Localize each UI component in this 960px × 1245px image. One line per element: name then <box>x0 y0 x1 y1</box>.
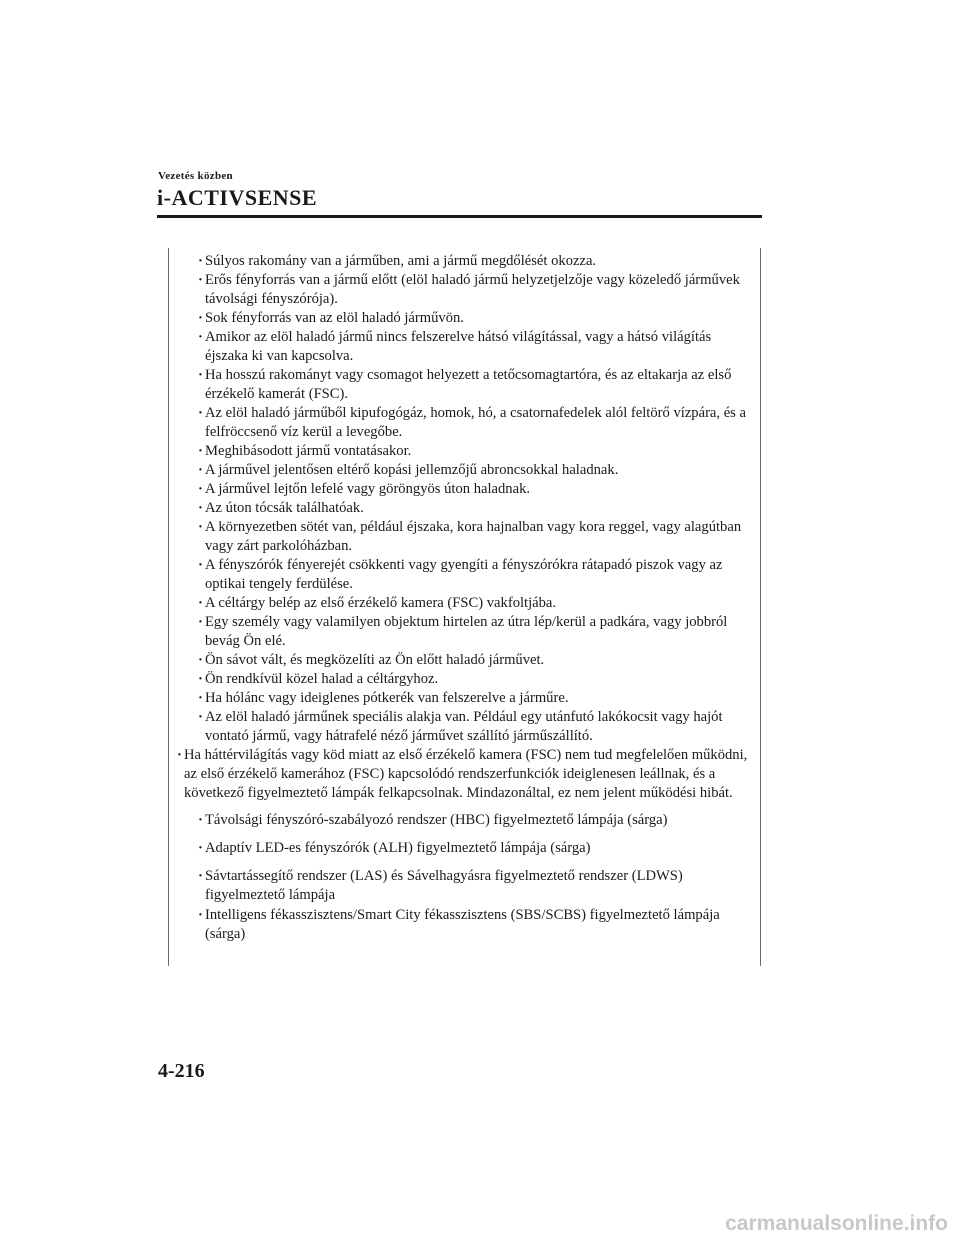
list-item: · A járművel lejtőn lefelé vagy göröngyös úton haladnak. <box>168 480 754 499</box>
list-item: · Ha hólánc vagy ideiglenes pótkerék van felszerelve a járműre. <box>168 689 754 708</box>
page-number: 4-216 <box>158 1060 205 1082</box>
list-item: · Az elöl haladó járműnek speciális alakja van. Például egy utánfutó lakókocsit vagy hajót vontató jármű, vagy hátrafelé néző járművet szállító járműszállító. <box>168 708 754 746</box>
page-title: i-ACTIVSENSE <box>157 185 318 210</box>
list-item: · Meghibásodott jármű vontatásakor. <box>168 442 754 461</box>
note-list <box>168 746 754 803</box>
section-label: Vezetés közben <box>158 170 233 182</box>
watermark: carmanualsonline.info <box>725 1212 948 1235</box>
list-item: · Sávtartássegítő rendszer (LAS) és Sávelhagyásra figyelmeztető rendszer (LDWS) figyelmeztető lámpája <box>168 867 754 905</box>
list-item: · Adaptív LED-es fényszórók (ALH) figyelmeztető lámpája (sárga) <box>168 839 754 858</box>
list-item: · Ön sávot vált, és megközelíti az Ön előtt haladó járművet. <box>168 651 754 670</box>
header-divider <box>157 215 762 218</box>
list-item: · Amikor az elöl haladó jármű nincs felszerelve hátsó világítással, vagy a hátsó világítás éjszaka ki van kapcsolva. <box>168 328 754 366</box>
list-item: · A járművel jelentősen eltérő kopási jellemzőjű abroncsokkal haladnak. <box>168 461 754 480</box>
list-item: · A céltárgy belép az első érzékelő kamera (FSC) vakfoltjába. <box>168 594 754 613</box>
list-item: · Ha hosszú rakományt vagy csomagot helyezett a tetőcsomagtartóra, és az eltakarja az első érzékelő kamerát (FSC). <box>168 366 754 404</box>
list-item: · Az elöl haladó járműből kipufogógáz, homok, hó, a csatornafedelek alól feltörő vízpára, és a felfröccsenő víz kerül a levegőbe. <box>168 404 754 442</box>
right-margin-rule <box>760 248 761 966</box>
list-item: · Súlyos rakomány van a járműben, ami a jármű megdőlését okozza. <box>168 252 754 271</box>
list-item: · Az úton tócsák találhatóak. <box>168 499 754 518</box>
list-item: · Intelligens fékasszisztens/Smart City fékasszisztens (SBS/SCBS) figyelmeztető lámpája (sárga) <box>168 906 754 944</box>
list-item: · Egy személy vagy valamilyen objektum hirtelen az útra lép/kerül a padkára, vagy jobbról bevág Ön elé. <box>168 613 754 651</box>
list-item: · Ön rendkívül közel halad a céltárgyhoz. <box>168 670 754 689</box>
warning-lamps-list <box>168 811 754 944</box>
list-item: · A fényszórók fényerejét csökkenti vagy gyengíti a fényszórókra rátapadó piszok vagy az optikai tengely ferdülése. <box>168 556 754 594</box>
list-item: · Erős fényforrás van a jármű előtt (elöl haladó jármű helyzetjelzője vagy közeledő járművek távolsági fényszórója). <box>168 271 754 309</box>
list-item: · A környezetben sötét van, például éjszaka, kora hajnalban vagy kora reggel, vagy alagútban vagy zárt parkolóházban. <box>168 518 754 556</box>
list-item: · Távolsági fényszóró-szabályozó rendszer (HBC) figyelmeztető lámpája (sárga) <box>168 811 754 830</box>
list-item: · Sok fényforrás van az elöl haladó járművön. <box>168 309 754 328</box>
conditions-list <box>168 252 754 746</box>
backlight-note: · Ha háttérvilágítás vagy köd miatt az első érzékelő kamera (FSC) nem tud megfelelően működni, az első érzékelő kamerához (FSC) kapcsolódó rendszerfunkciók ideiglenesen leállnak, és a következő figyelmeztető lámpák felkapcsolnak. Mindazonáltal, ez nem jelent működési hibát. <box>168 746 754 803</box>
body-content <box>168 252 754 953</box>
